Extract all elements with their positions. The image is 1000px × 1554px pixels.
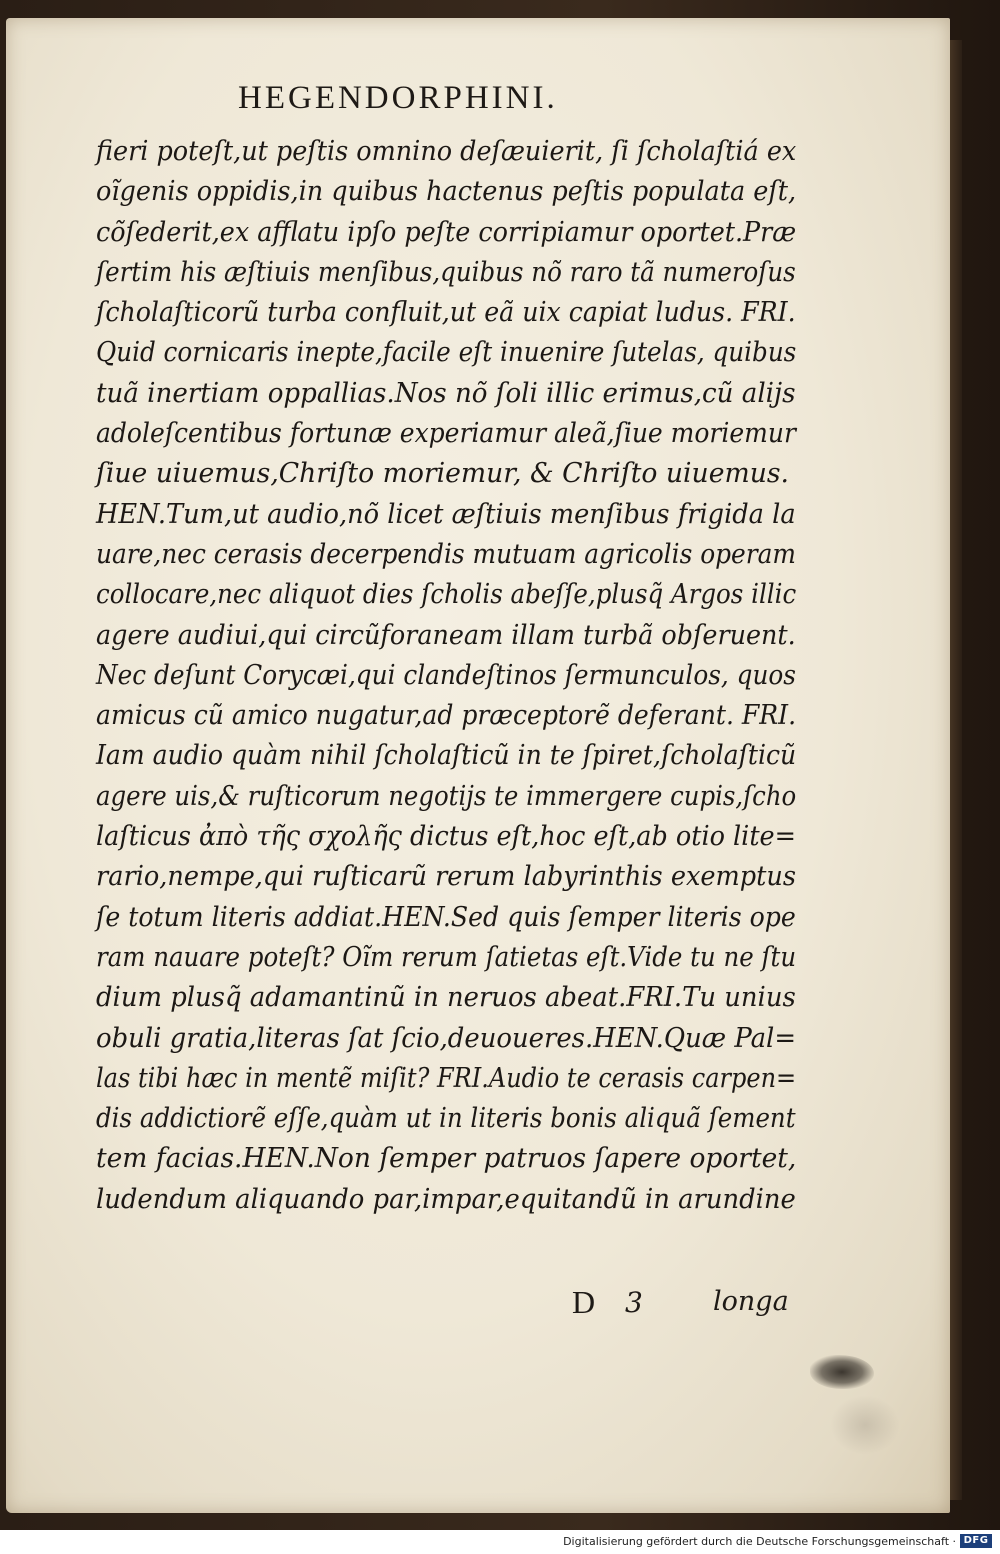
signature-mark: D bbox=[572, 1284, 596, 1320]
text-line: agere audiui,qui circũforaneam illam turbã obſeruent. bbox=[96, 619, 796, 651]
text-line: Quid cornicaris inepte,facile eſt inuenire ſutelas, quibus bbox=[96, 337, 797, 369]
ink-stain bbox=[810, 1355, 874, 1389]
text-line: laſticus ἀπὸ τῆς σχολῆς dictus eſt,hoc eſt,ab otio lite= bbox=[96, 821, 796, 853]
text-line: Iam audio quàm nihil ſcholaſticũ in te ſpiret,ſcholaſticũ bbox=[96, 740, 797, 772]
text-line: las tibi hæc in mentẽ miſit? FRI.Audio te cerasis carpen= bbox=[96, 1062, 797, 1094]
page-edge bbox=[948, 40, 962, 1500]
signature-number: 3 bbox=[625, 1286, 643, 1319]
text-line: adoleſcentibus fortunæ experiamur aleã,ſiue moriemur bbox=[96, 418, 796, 450]
text-line: dium plusq̃ adamantinũ in neruos abeat.FRI.Tu unius bbox=[96, 982, 796, 1014]
text-line: ram nauare poteſt? Oĩm rerum ſatietas eſt.Vide tu ne ſtu bbox=[96, 941, 797, 973]
text-line: dis addictiorẽ eſſe,quàm ut in literis bonis aliquã ſement bbox=[96, 1103, 796, 1135]
running-head: HEGENDORPHINI. bbox=[238, 80, 558, 116]
text-line: amicus cũ amico nugatur,ad præceptorẽ deferant. FRI. bbox=[96, 700, 797, 732]
body-text bbox=[96, 132, 806, 1220]
text-line: Nec deſunt Corycæi,qui clandeſtinos ſermunculos, quos bbox=[96, 659, 796, 691]
dfg-logo: DFG bbox=[960, 1534, 992, 1548]
text-line: rario,nempe,qui ruſticarũ rerum labyrinthis exemptus bbox=[96, 861, 797, 893]
text-line: HEN.Tum,ut audio,nõ licet æſtiuis menſibus frigida la bbox=[96, 498, 796, 530]
text-line: tem facias.HEN.Non ſemper patruos ſapere oportet, bbox=[96, 1143, 797, 1175]
text-line: ſcholaſticorũ turba confluit,ut eã uix capiat ludus. FRI. bbox=[96, 297, 796, 329]
text-line: cõſederit,ex afflatu ipſo peſte corripiamur oportet.Præ bbox=[96, 216, 797, 248]
text-line: ſiue uiuemus,Chriſto moriemur, & Chriſto uiuemus. bbox=[96, 458, 789, 490]
catchword: longa bbox=[713, 1286, 789, 1317]
text-line: ſe totum literis addiat.HEN.Sed quis ſemper literis ope bbox=[96, 901, 796, 933]
ink-bleed bbox=[830, 1395, 900, 1455]
text-line: fieri poteſt,ut peſtis omnino deſæuierit, ſi ſcholaſtiá ex bbox=[96, 136, 797, 167]
text-line: ludendum aliquando par,impar,equitandũ in arundine bbox=[96, 1183, 796, 1215]
text-line: ſertim his æſtiuis menſibus,quibus nõ raro tã numeroſus bbox=[96, 256, 796, 288]
footer-credit: Digitalisierung gefördert durch die Deutsche Forschungsgemeinschaft · bbox=[563, 1535, 956, 1548]
text-line: oĩgenis oppidis,in quibus hactenus peſtis populata eſt, bbox=[96, 176, 797, 208]
text-line: uare,nec cerasis decerpendis mutuam agricolis operam bbox=[96, 538, 796, 570]
text-line: obuli gratia,literas ſat ſcio,deuoueres.HEN.Quæ Pal= bbox=[96, 1022, 797, 1054]
text-line: tuã inertiam oppallias.Nos nõ ſoli illic erimus,cũ alijs bbox=[96, 377, 796, 409]
text-line: collocare,nec aliquot dies ſcholis abeſſe,plusq̃ Argos illic bbox=[96, 579, 797, 611]
text-line: agere uis,& ruſticorum negotijs te immergere cupis,ſcho bbox=[96, 780, 797, 812]
